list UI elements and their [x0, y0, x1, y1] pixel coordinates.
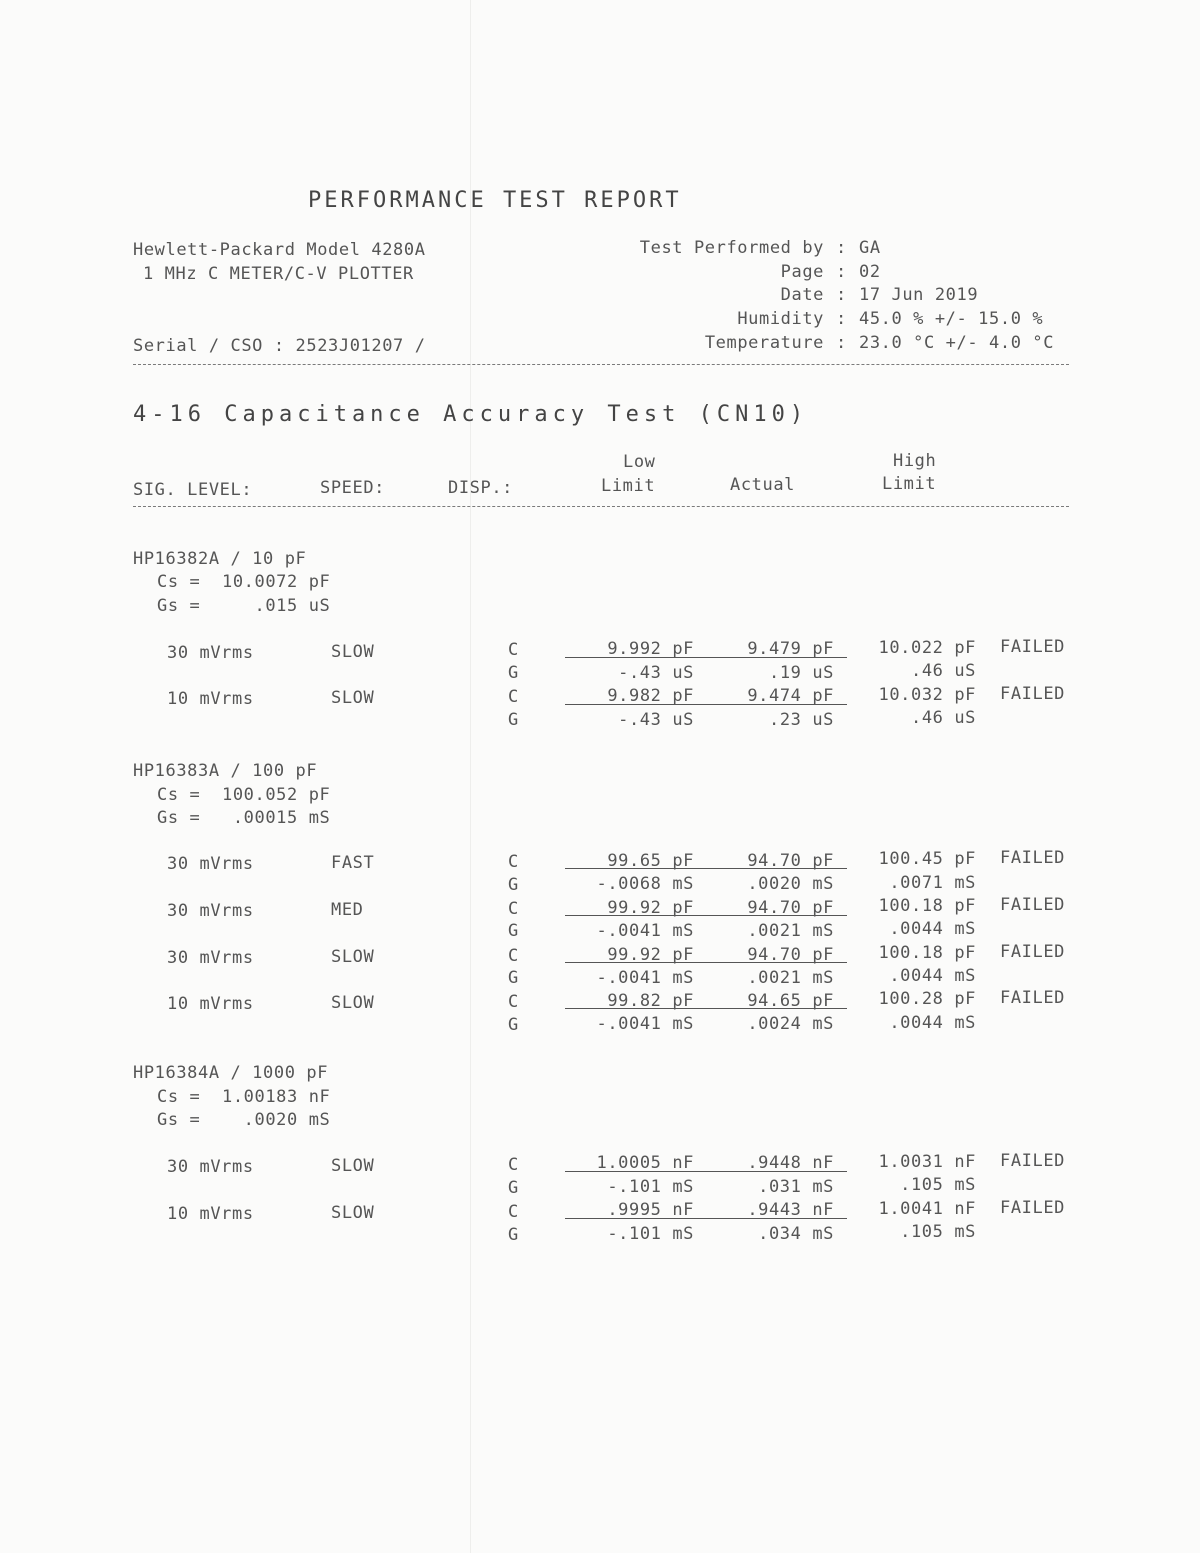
c-low-limit: 1.0005 nF — [596, 1153, 694, 1173]
info-value-humidity: 45.0 % +/- 15.0 % — [859, 309, 1044, 329]
col-sig-level: SIG. LEVEL: — [133, 480, 253, 500]
result-failed: FAILED — [1000, 988, 1066, 1008]
speed: SLOW — [331, 688, 375, 708]
sig-level: 10 mVrms — [167, 994, 254, 1014]
g-low-limit: -.0041 mS — [596, 921, 694, 941]
disp-g: G — [508, 1178, 519, 1198]
underline — [565, 1171, 847, 1172]
c-high-limit: 1.0031 nF — [878, 1152, 976, 1172]
model-line-2: 1 MHz C METER/C-V PLOTTER — [143, 264, 414, 284]
underline — [565, 704, 847, 705]
g-high-limit: .0044 mS — [889, 919, 976, 939]
col-low-top: Low — [623, 452, 656, 472]
c-high-limit: 100.18 pF — [878, 896, 976, 916]
col-high-top: High — [893, 451, 937, 471]
g-actual: .0021 mS — [747, 921, 834, 941]
info-colon: : — [836, 238, 847, 258]
g-high-limit: .0071 mS — [889, 873, 976, 893]
g-high-limit: .0044 mS — [889, 1013, 976, 1033]
g-actual: .23 uS — [768, 710, 834, 730]
standard-gs: Gs = .015 uS — [157, 596, 331, 616]
disp-c: C — [508, 1202, 519, 1222]
info-value-temperature: 23.0 °C +/- 4.0 °C — [859, 333, 1055, 353]
standard-name: HP16382A / 10 pF — [133, 549, 307, 569]
sig-level: 30 mVrms — [167, 1157, 254, 1177]
c-low-limit: 9.992 pF — [607, 639, 694, 659]
info-label-humidity: Humidity — [737, 309, 824, 329]
disp-g: G — [508, 1015, 519, 1035]
underline — [565, 915, 847, 916]
c-actual: 9.474 pF — [747, 686, 834, 706]
standard-gs: Gs = .00015 mS — [157, 808, 331, 828]
speed: SLOW — [331, 1156, 375, 1176]
disp-c: C — [508, 899, 519, 919]
g-actual: .031 mS — [758, 1177, 834, 1197]
col-actual: Actual — [730, 475, 796, 495]
g-high-limit: .46 uS — [910, 708, 976, 728]
c-low-limit: 99.82 pF — [607, 991, 694, 1011]
disp-c: C — [508, 852, 519, 872]
g-actual: .0024 mS — [747, 1014, 834, 1034]
model-line-1: Hewlett-Packard Model 4280A — [133, 240, 426, 260]
underline — [565, 657, 847, 658]
info-label-date: Date — [780, 285, 824, 305]
disp-g: G — [508, 921, 519, 941]
disp-g: G — [508, 1225, 519, 1245]
info-colon: : — [836, 309, 847, 329]
result-failed: FAILED — [1000, 1198, 1066, 1218]
c-high-limit: 100.28 pF — [878, 989, 976, 1009]
c-actual: 94.70 pF — [747, 851, 834, 871]
g-actual: .034 mS — [758, 1224, 834, 1244]
disp-c: C — [508, 946, 519, 966]
g-low-limit: -.43 uS — [618, 663, 694, 683]
info-label-temperature: Temperature — [704, 333, 824, 353]
speed: FAST — [331, 853, 375, 873]
info-value-performed-by: GA — [859, 238, 881, 258]
c-high-limit: 10.022 pF — [878, 638, 976, 658]
g-low-limit: -.43 uS — [618, 710, 694, 730]
disp-c: C — [508, 1155, 519, 1175]
c-low-limit: .9995 nF — [607, 1200, 694, 1220]
result-failed: FAILED — [1000, 637, 1066, 657]
g-actual: .19 uS — [768, 663, 834, 683]
standard-gs: Gs = .0020 mS — [157, 1110, 331, 1130]
c-actual: .9443 nF — [747, 1200, 834, 1220]
report-title: PERFORMANCE TEST REPORT — [308, 188, 682, 213]
info-value-page: 02 — [859, 262, 881, 282]
speed: MED — [331, 900, 364, 920]
c-actual: .9448 nF — [747, 1153, 834, 1173]
sig-level: 30 mVrms — [167, 854, 254, 874]
underline — [565, 1218, 847, 1219]
info-label-page: Page — [780, 262, 824, 282]
g-high-limit: .0044 mS — [889, 966, 976, 986]
speed: SLOW — [331, 993, 375, 1013]
c-high-limit: 100.45 pF — [878, 849, 976, 869]
g-actual: .0021 mS — [747, 968, 834, 988]
underline — [565, 1008, 847, 1009]
result-failed: FAILED — [1000, 895, 1066, 915]
serial-line: Serial / CSO : 2523J01207 / — [133, 336, 426, 356]
info-value-date: 17 Jun 2019 — [859, 285, 979, 305]
speed: SLOW — [331, 642, 375, 662]
info-colon: : — [836, 285, 847, 305]
standard-cs: Cs = 1.00183 nF — [157, 1087, 331, 1107]
col-disp: DISP.: — [448, 478, 514, 498]
standard-name: HP16384A / 1000 pF — [133, 1063, 329, 1083]
c-low-limit: 99.92 pF — [607, 898, 694, 918]
sig-level: 10 mVrms — [167, 1204, 254, 1224]
disp-g: G — [508, 968, 519, 988]
info-colon: : — [836, 262, 847, 282]
col-low-bottom: Limit — [601, 476, 656, 496]
c-actual: 94.65 pF — [747, 991, 834, 1011]
dashed-divider — [133, 364, 1069, 365]
result-failed: FAILED — [1000, 684, 1066, 704]
underline — [565, 868, 847, 869]
disp-c: C — [508, 640, 519, 660]
standard-cs: Cs = 100.052 pF — [157, 785, 331, 805]
sig-level: 10 mVrms — [167, 689, 254, 709]
disp-c: C — [508, 687, 519, 707]
c-actual: 9.479 pF — [747, 639, 834, 659]
result-failed: FAILED — [1000, 848, 1066, 868]
c-high-limit: 100.18 pF — [878, 943, 976, 963]
g-actual: .0020 mS — [747, 874, 834, 894]
g-low-limit: -.0041 mS — [596, 1014, 694, 1034]
c-actual: 94.70 pF — [747, 945, 834, 965]
g-low-limit: -.0068 mS — [596, 874, 694, 894]
g-low-limit: -.101 mS — [607, 1224, 694, 1244]
g-low-limit: -.101 mS — [607, 1177, 694, 1197]
c-low-limit: 99.65 pF — [607, 851, 694, 871]
result-failed: FAILED — [1000, 942, 1066, 962]
underline — [565, 962, 847, 963]
g-high-limit: .46 uS — [910, 661, 976, 681]
speed: SLOW — [331, 947, 375, 967]
dashed-divider — [133, 506, 1069, 507]
info-colon: : — [836, 333, 847, 353]
section-title: 4-16 Capacitance Accuracy Test (CN10) — [133, 402, 809, 427]
standard-cs: Cs = 10.0072 pF — [157, 572, 331, 592]
disp-c: C — [508, 992, 519, 1012]
disp-g: G — [508, 663, 519, 683]
sig-level: 30 mVrms — [167, 948, 254, 968]
col-high-bottom: Limit — [882, 474, 937, 494]
g-high-limit: .105 mS — [900, 1222, 976, 1242]
g-low-limit: -.0041 mS — [596, 968, 694, 988]
col-speed: SPEED: — [320, 478, 386, 498]
c-high-limit: 1.0041 nF — [878, 1199, 976, 1219]
disp-g: G — [508, 875, 519, 895]
speed: SLOW — [331, 1203, 375, 1223]
c-low-limit: 99.92 pF — [607, 945, 694, 965]
sig-level: 30 mVrms — [167, 643, 254, 663]
standard-name: HP16383A / 100 pF — [133, 761, 318, 781]
info-label-performed-by: Test Performed by — [639, 238, 824, 258]
c-high-limit: 10.032 pF — [878, 685, 976, 705]
result-failed: FAILED — [1000, 1151, 1066, 1171]
c-low-limit: 9.982 pF — [607, 686, 694, 706]
page-fold-line — [470, 0, 471, 1553]
sig-level: 30 mVrms — [167, 901, 254, 921]
c-actual: 94.70 pF — [747, 898, 834, 918]
disp-g: G — [508, 710, 519, 730]
g-high-limit: .105 mS — [900, 1175, 976, 1195]
